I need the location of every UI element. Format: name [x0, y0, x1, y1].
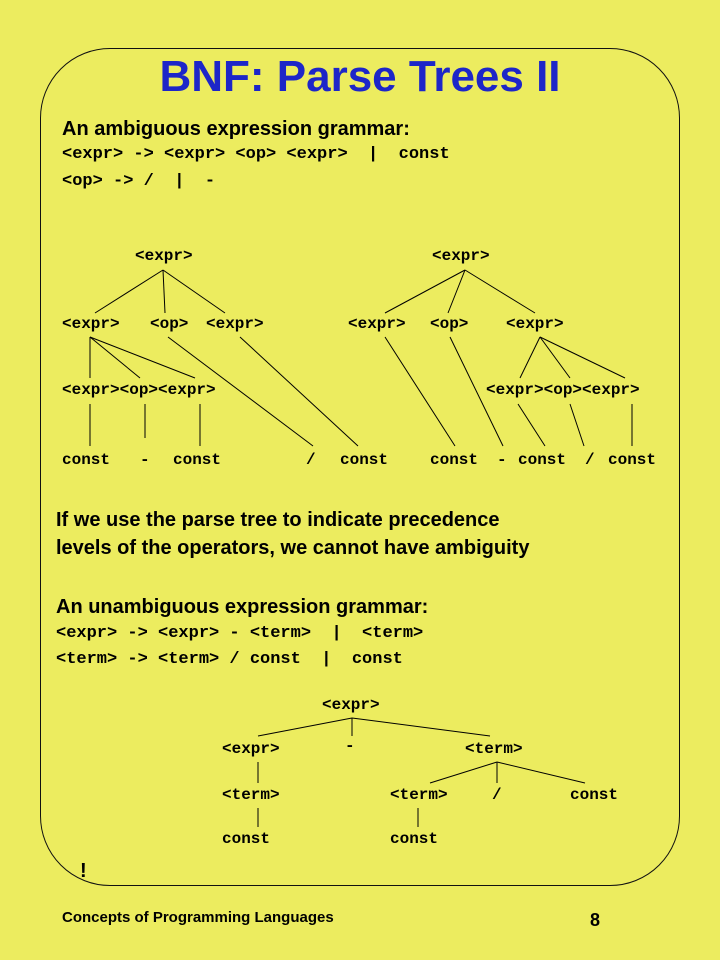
right-tree-leaf-slash: / [585, 451, 595, 469]
edge [518, 404, 545, 446]
edge [385, 270, 465, 313]
edge [258, 718, 352, 736]
right-tree-expr-b: <expr> [506, 315, 564, 333]
left-tree-leaf-const: const [340, 451, 389, 469]
page-number: 8 [590, 910, 601, 930]
bottom-tree-expr: <expr> [222, 740, 280, 758]
edge [465, 270, 535, 313]
left-tree-leaf-minus: - [140, 451, 150, 469]
right-tree-subexpr: <expr><op><expr> [486, 381, 640, 399]
edge [352, 718, 490, 736]
precedence-note-line: levels of the operators, we cannot have ambiguity [56, 537, 530, 559]
edge [90, 337, 140, 378]
left-tree-expr-b: <expr> [206, 315, 264, 333]
edge [90, 337, 195, 378]
bottom-tree-term: <term> [390, 786, 448, 804]
left-tree-leaf-const: const [173, 451, 222, 469]
unambiguous-rule-term: <term> -> <term> / const | const [56, 650, 403, 669]
edge [497, 762, 585, 783]
right-tree-root: <expr> [432, 247, 490, 265]
edge [95, 270, 163, 313]
edge [430, 762, 497, 783]
edge [240, 337, 358, 446]
exclamation-mark: ! [80, 860, 87, 882]
unambiguous-heading: An unambiguous expression grammar: [56, 596, 429, 618]
footer-course-title: Concepts of Programming Languages [62, 909, 334, 926]
bottom-tree-slash: / [492, 786, 502, 804]
slide-title: BNF: Parse Trees II [159, 52, 561, 101]
right-tree-expr-a: <expr> [348, 315, 406, 333]
bottom-tree-term: <term> [222, 786, 280, 804]
ambiguous-rule-expr: <expr> -> <expr> <op> <expr> | const [62, 145, 450, 164]
right-tree-leaf-minus: - [497, 451, 507, 469]
edge [540, 337, 625, 378]
right-tree-leaf-const: const [518, 451, 567, 469]
edge [520, 337, 540, 378]
bottom-tree-term: <term> [465, 740, 523, 758]
edge [163, 270, 225, 313]
left-tree-root: <expr> [135, 247, 193, 265]
right-tree-op: <op> [430, 315, 469, 333]
unambiguous-rule-expr: <expr> -> <expr> - <term> | <term> [56, 624, 424, 643]
bottom-tree-const: const [222, 830, 271, 848]
left-tree-leaf-const: const [62, 451, 111, 469]
bottom-tree-const: const [390, 830, 439, 848]
bottom-tree-minus: - [345, 737, 355, 755]
ambiguous-rule-op: <op> -> / | - [62, 172, 216, 191]
edge [448, 270, 465, 313]
right-tree-leaf-const: const [608, 451, 657, 469]
right-tree-leaf-const: const [430, 451, 479, 469]
left-tree-subexpr: <expr><op><expr> [62, 381, 216, 399]
edge [570, 404, 584, 446]
precedence-note-line: If we use the parse tree to indicate precedence [56, 509, 500, 531]
precedence-note [56, 506, 529, 562]
edge [385, 337, 455, 446]
left-tree-expr-a: <expr> [62, 315, 120, 333]
ambiguous-heading: An ambiguous expression grammar: [62, 118, 410, 140]
bottom-tree-root: <expr> [322, 696, 380, 714]
bottom-tree-const: const [570, 786, 619, 804]
left-tree-leaf-slash: / [306, 451, 316, 469]
edge [163, 270, 165, 313]
edge [540, 337, 570, 378]
left-tree-op: <op> [150, 315, 189, 333]
